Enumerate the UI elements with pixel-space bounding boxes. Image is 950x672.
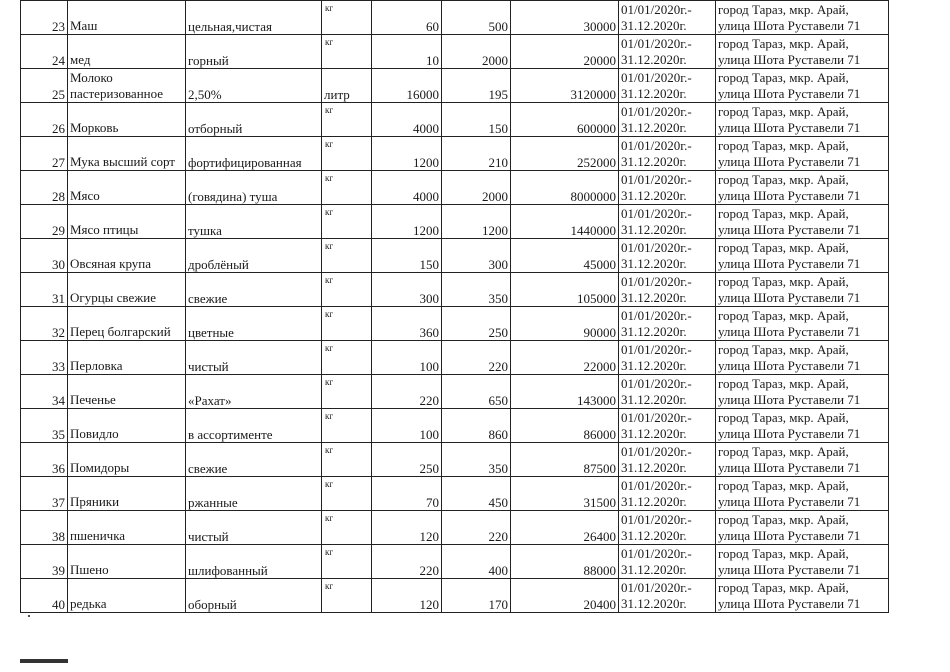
sum-cell: 252000 [511,137,619,171]
delivery-period-cell [619,511,716,545]
delivery-address-cell [716,205,889,239]
delivery-address-line: город Тараз, мкр. Арай, [718,546,849,561]
price-cell: 860 [442,409,511,443]
product-name-cell-text: Повидло [70,426,119,441]
product-description-cell: отборный [186,103,322,137]
product-description-cell: чистый [186,341,322,375]
delivery-address-line: улица Шота Руставели 71 [718,188,861,203]
quantity-cell: 220 [372,545,442,579]
quantity-cell: 10 [372,35,442,69]
quantity-cell: 120 [372,511,442,545]
delivery-period-cell [619,69,716,103]
price-cell: 150 [442,103,511,137]
delivery-address-line: город Тараз, мкр. Арай, [718,478,849,493]
delivery-period-line: 31.12.2020г. [621,392,687,407]
unit-cell-text: кг [325,241,334,251]
product-name-cell [68,1,186,35]
unit-cell-text: кг [325,547,334,557]
sum-cell: 8000000 [511,171,619,205]
delivery-address-line: улица Шота Руставели 71 [718,290,861,305]
price-cell: 170 [442,579,511,613]
delivery-address-line: город Тараз, мкр. Арай, [718,274,849,289]
unit-cell [322,579,372,613]
sum-cell: 20000 [511,35,619,69]
row-number-cell: 40 [21,579,68,613]
table-row [21,375,889,409]
unit-cell [322,205,372,239]
delivery-period-line: 01/01/2020г.- [621,2,692,17]
delivery-period-line: 01/01/2020г.- [621,444,692,459]
quantity-cell: 220 [372,375,442,409]
delivery-period-cell [619,477,716,511]
product-name-cell [68,443,186,477]
product-description-cell: цветные [186,307,322,341]
product-name-cell-text: редька [70,596,107,611]
sum-cell: 26400 [511,511,619,545]
delivery-period-line: 31.12.2020г. [621,188,687,203]
delivery-period-line: 31.12.2020г. [621,86,687,101]
delivery-period-line: 31.12.2020г. [621,18,687,33]
price-cell: 300 [442,239,511,273]
delivery-period-cell [619,35,716,69]
delivery-address-cell [716,579,889,613]
table-row [21,239,889,273]
unit-cell [322,1,372,35]
delivery-address-line: город Тараз, мкр. Арай, [718,410,849,425]
delivery-address-line: улица Шота Руставели 71 [718,324,861,339]
product-name-cell [68,137,186,171]
price-cell: 2000 [442,35,511,69]
delivery-period-line: 01/01/2020г.- [621,342,692,357]
product-name-cell [68,171,186,205]
delivery-period-line: 31.12.2020г. [621,596,687,611]
unit-cell [322,341,372,375]
delivery-period-line: 31.12.2020г. [621,358,687,373]
scan-artifact-mark [20,659,68,663]
quantity-cell: 4000 [372,171,442,205]
quantity-cell: 150 [372,239,442,273]
procurement-table [20,0,889,613]
price-cell: 400 [442,545,511,579]
product-name-cell [68,579,186,613]
unit-cell [322,137,372,171]
row-number-cell: 35 [21,409,68,443]
unit-cell [322,443,372,477]
row-number-cell: 28 [21,171,68,205]
delivery-address-cell [716,511,889,545]
product-name-cell-text: Печенье [70,392,116,407]
price-cell: 210 [442,137,511,171]
delivery-address-cell [716,409,889,443]
quantity-cell: 4000 [372,103,442,137]
row-number-cell: 24 [21,35,68,69]
table-row [21,579,889,613]
delivery-period-cell [619,545,716,579]
product-description-cell: цельная,чистая [186,1,322,35]
table-row [21,307,889,341]
delivery-address-line: улица Шота Руставели 71 [718,596,861,611]
row-number-cell: 32 [21,307,68,341]
unit-cell-text: кг [325,377,334,387]
delivery-address-cell [716,1,889,35]
unit-cell-text: кг [325,105,334,115]
product-name-cell [68,341,186,375]
table-row [21,409,889,443]
table-row [21,1,889,35]
table-row [21,477,889,511]
unit-cell-text: кг [325,581,334,591]
delivery-address-line: улица Шота Руставели 71 [718,18,861,33]
row-number-cell: 27 [21,137,68,171]
product-name-cell-text: Пшено [70,562,109,577]
product-name-cell-text: Мясо [70,188,100,203]
delivery-address-line: город Тараз, мкр. Арай, [718,240,849,255]
unit-cell-text: литр [324,87,350,102]
delivery-period-line: 31.12.2020г. [621,460,687,475]
delivery-period-cell [619,1,716,35]
delivery-period-line: 01/01/2020г.- [621,512,692,527]
table-row [21,273,889,307]
product-name-cell [68,409,186,443]
scanned-page [20,0,950,672]
unit-cell-text: кг [325,411,334,421]
product-description-cell: оборный [186,579,322,613]
unit-cell [322,273,372,307]
delivery-address-line: улица Шота Руставели 71 [718,494,861,509]
delivery-address-cell [716,103,889,137]
unit-cell [322,477,372,511]
delivery-address-cell [716,477,889,511]
product-description-cell: дроблёный [186,239,322,273]
unit-cell-text: кг [325,479,334,489]
row-number-cell: 36 [21,443,68,477]
table-row [21,35,889,69]
sum-cell: 86000 [511,409,619,443]
sum-cell: 600000 [511,103,619,137]
table-row [21,205,889,239]
table-row [21,511,889,545]
delivery-period-cell [619,103,716,137]
delivery-address-line: город Тараз, мкр. Арай, [718,512,849,527]
delivery-period-cell [619,137,716,171]
unit-cell [322,409,372,443]
product-description-cell: (говядина) туша [186,171,322,205]
product-name-cell [68,103,186,137]
delivery-address-line: улица Шота Руставели 71 [718,120,861,135]
product-name-cell-text: Молоко пастеризованное [70,70,164,101]
delivery-address-line: улица Шота Руставели 71 [718,460,861,475]
delivery-address-line: город Тараз, мкр. Арай, [718,308,849,323]
product-description-cell: чистый [186,511,322,545]
row-number-cell: 31 [21,273,68,307]
quantity-cell: 16000 [372,69,442,103]
unit-cell-text: кг [325,3,334,13]
price-cell: 220 [442,341,511,375]
sum-cell: 3120000 [511,69,619,103]
table-row [21,443,889,477]
product-description-cell: в ассортименте [186,409,322,443]
unit-cell-text: кг [325,343,334,353]
sum-cell: 1440000 [511,205,619,239]
delivery-address-line: улица Шота Руставели 71 [718,86,861,101]
sum-cell: 90000 [511,307,619,341]
product-name-cell-text: пшеничка [70,528,126,543]
quantity-cell: 70 [372,477,442,511]
sum-cell: 88000 [511,545,619,579]
delivery-period-line: 31.12.2020г. [621,324,687,339]
product-name-cell [68,511,186,545]
delivery-address-line: улица Шота Руставели 71 [718,154,861,169]
quantity-cell: 1200 [372,137,442,171]
product-description-cell: свежие [186,273,322,307]
delivery-address-line: город Тараз, мкр. Арай, [718,138,849,153]
table-row [21,103,889,137]
row-number-cell: 25 [21,69,68,103]
product-description-cell: свежие [186,443,322,477]
product-description-cell: «Рахат» [186,375,322,409]
row-number-cell: 30 [21,239,68,273]
product-description-cell: шлифованный [186,545,322,579]
delivery-address-cell [716,545,889,579]
product-name-cell [68,273,186,307]
delivery-period-line: 01/01/2020г.- [621,138,692,153]
product-description-cell: ржанные [186,477,322,511]
row-number-cell: 37 [21,477,68,511]
delivery-period-line: 31.12.2020г. [621,562,687,577]
delivery-address-line: город Тараз, мкр. Арай, [718,580,849,595]
row-number-cell: 26 [21,103,68,137]
product-name-cell-text: Перловка [70,358,123,373]
delivery-address-cell [716,341,889,375]
table-row [21,171,889,205]
price-cell: 250 [442,307,511,341]
unit-cell-text: кг [325,513,334,523]
product-name-cell [68,69,186,103]
delivery-address-cell [716,273,889,307]
unit-cell [322,545,372,579]
delivery-period-line: 01/01/2020г.- [621,546,692,561]
product-name-cell-text: Мясо птицы [70,222,139,237]
delivery-address-line: улица Шота Руставели 71 [718,222,861,237]
delivery-period-line: 01/01/2020г.- [621,478,692,493]
quantity-cell: 250 [372,443,442,477]
product-description-cell: фортифицированная [186,137,322,171]
delivery-address-line: город Тараз, мкр. Арай, [718,172,849,187]
product-name-cell-text: Помидоры [70,460,130,475]
delivery-period-cell [619,409,716,443]
delivery-period-line: 01/01/2020г.- [621,274,692,289]
delivery-address-line: город Тараз, мкр. Арай, [718,342,849,357]
delivery-address-cell [716,35,889,69]
sum-cell: 20400 [511,579,619,613]
unit-cell [322,307,372,341]
quantity-cell: 100 [372,341,442,375]
delivery-period-line: 31.12.2020г. [621,120,687,135]
delivery-period-cell [619,443,716,477]
delivery-address-line: улица Шота Руставели 71 [718,256,861,271]
delivery-address-cell [716,137,889,171]
delivery-address-line: улица Шота Руставели 71 [718,392,861,407]
product-description-cell: 2,50% [186,69,322,103]
delivery-address-cell [716,171,889,205]
delivery-period-line: 01/01/2020г.- [621,580,692,595]
price-cell: 450 [442,477,511,511]
product-name-cell-text: Маш [70,18,98,33]
price-cell: 350 [442,273,511,307]
unit-cell [322,511,372,545]
row-number-cell: 29 [21,205,68,239]
product-name-cell-text: Овсяная крупа [70,256,152,271]
delivery-period-line: 31.12.2020г. [621,426,687,441]
delivery-period-line: 31.12.2020г. [621,154,687,169]
delivery-address-cell [716,239,889,273]
product-description-cell: тушка [186,205,322,239]
row-number-cell: 34 [21,375,68,409]
delivery-period-line: 01/01/2020г.- [621,70,692,85]
delivery-period-line: 01/01/2020г.- [621,206,692,221]
delivery-period-cell [619,171,716,205]
unit-cell [322,171,372,205]
price-cell: 350 [442,443,511,477]
unit-cell [322,69,372,103]
price-cell: 500 [442,1,511,35]
quantity-cell: 360 [372,307,442,341]
delivery-address-line: город Тараз, мкр. Арай, [718,206,849,221]
product-name-cell [68,205,186,239]
delivery-period-cell [619,341,716,375]
sum-cell: 87500 [511,443,619,477]
product-description-cell: горный [186,35,322,69]
delivery-address-line: улица Шота Руставели 71 [718,562,861,577]
delivery-address-line: город Тараз, мкр. Арай, [718,70,849,85]
delivery-address-line: улица Шота Руставели 71 [718,52,861,67]
delivery-address-cell [716,443,889,477]
product-name-cell-text: Огурцы свежие [70,290,156,305]
quantity-cell: 120 [372,579,442,613]
delivery-address-line: улица Шота Руставели 71 [718,358,861,373]
product-name-cell-text: Мука высший сорт [70,154,175,169]
unit-cell-text: кг [325,139,334,149]
delivery-address-cell [716,69,889,103]
delivery-period-line: 31.12.2020г. [621,528,687,543]
unit-cell [322,375,372,409]
delivery-period-line: 31.12.2020г. [621,222,687,237]
delivery-address-line: улица Шота Руставели 71 [718,426,861,441]
unit-cell-text: кг [325,275,334,285]
delivery-period-line: 01/01/2020г.- [621,172,692,187]
delivery-period-line: 31.12.2020г. [621,290,687,305]
row-number-cell: 23 [21,1,68,35]
price-cell: 2000 [442,171,511,205]
row-number-cell: 38 [21,511,68,545]
price-cell: 195 [442,69,511,103]
delivery-period-cell [619,375,716,409]
row-number-cell: 39 [21,545,68,579]
delivery-period-line: 01/01/2020г.- [621,36,692,51]
scan-artifact-dot [28,615,30,617]
delivery-address-cell [716,375,889,409]
unit-cell [322,239,372,273]
delivery-period-line: 31.12.2020г. [621,494,687,509]
table-row [21,545,889,579]
product-name-cell [68,545,186,579]
delivery-period-line: 31.12.2020г. [621,256,687,271]
product-name-cell [68,35,186,69]
sum-cell: 45000 [511,239,619,273]
product-name-cell [68,307,186,341]
delivery-period-line: 31.12.2020г. [621,52,687,67]
table-body [21,1,889,613]
table-row [21,137,889,171]
delivery-period-cell [619,579,716,613]
product-name-cell-text: Перец болгарский [70,324,171,339]
table-row [21,341,889,375]
product-name-cell-text: Пряники [70,494,120,509]
unit-cell-text: кг [325,173,334,183]
delivery-address-line: город Тараз, мкр. Арай, [718,376,849,391]
delivery-period-line: 01/01/2020г.- [621,104,692,119]
delivery-address-cell [716,307,889,341]
delivery-address-line: город Тараз, мкр. Арай, [718,2,849,17]
delivery-period-cell [619,273,716,307]
quantity-cell: 60 [372,1,442,35]
delivery-address-line: город Тараз, мкр. Арай, [718,104,849,119]
quantity-cell: 100 [372,409,442,443]
delivery-period-line: 01/01/2020г.- [621,308,692,323]
quantity-cell: 1200 [372,205,442,239]
delivery-address-line: улица Шота Руставели 71 [718,528,861,543]
product-name-cell [68,477,186,511]
sum-cell: 22000 [511,341,619,375]
product-name-cell [68,239,186,273]
unit-cell [322,35,372,69]
unit-cell-text: кг [325,37,334,47]
unit-cell-text: кг [325,309,334,319]
delivery-period-line: 01/01/2020г.- [621,376,692,391]
delivery-address-line: город Тараз, мкр. Арай, [718,36,849,51]
price-cell: 650 [442,375,511,409]
delivery-address-line: город Тараз, мкр. Арай, [718,444,849,459]
product-name-cell-text: мед [70,52,91,67]
delivery-period-cell [619,205,716,239]
delivery-period-line: 01/01/2020г.- [621,240,692,255]
delivery-period-cell [619,307,716,341]
price-cell: 1200 [442,205,511,239]
table-row [21,69,889,103]
quantity-cell: 300 [372,273,442,307]
product-name-cell-text: Морковь [70,120,119,135]
unit-cell-text: кг [325,445,334,455]
unit-cell-text: кг [325,207,334,217]
sum-cell: 105000 [511,273,619,307]
delivery-period-cell [619,239,716,273]
unit-cell [322,103,372,137]
sum-cell: 143000 [511,375,619,409]
delivery-period-line: 01/01/2020г.- [621,410,692,425]
sum-cell: 31500 [511,477,619,511]
price-cell: 220 [442,511,511,545]
sum-cell: 30000 [511,1,619,35]
product-name-cell [68,375,186,409]
row-number-cell: 33 [21,341,68,375]
